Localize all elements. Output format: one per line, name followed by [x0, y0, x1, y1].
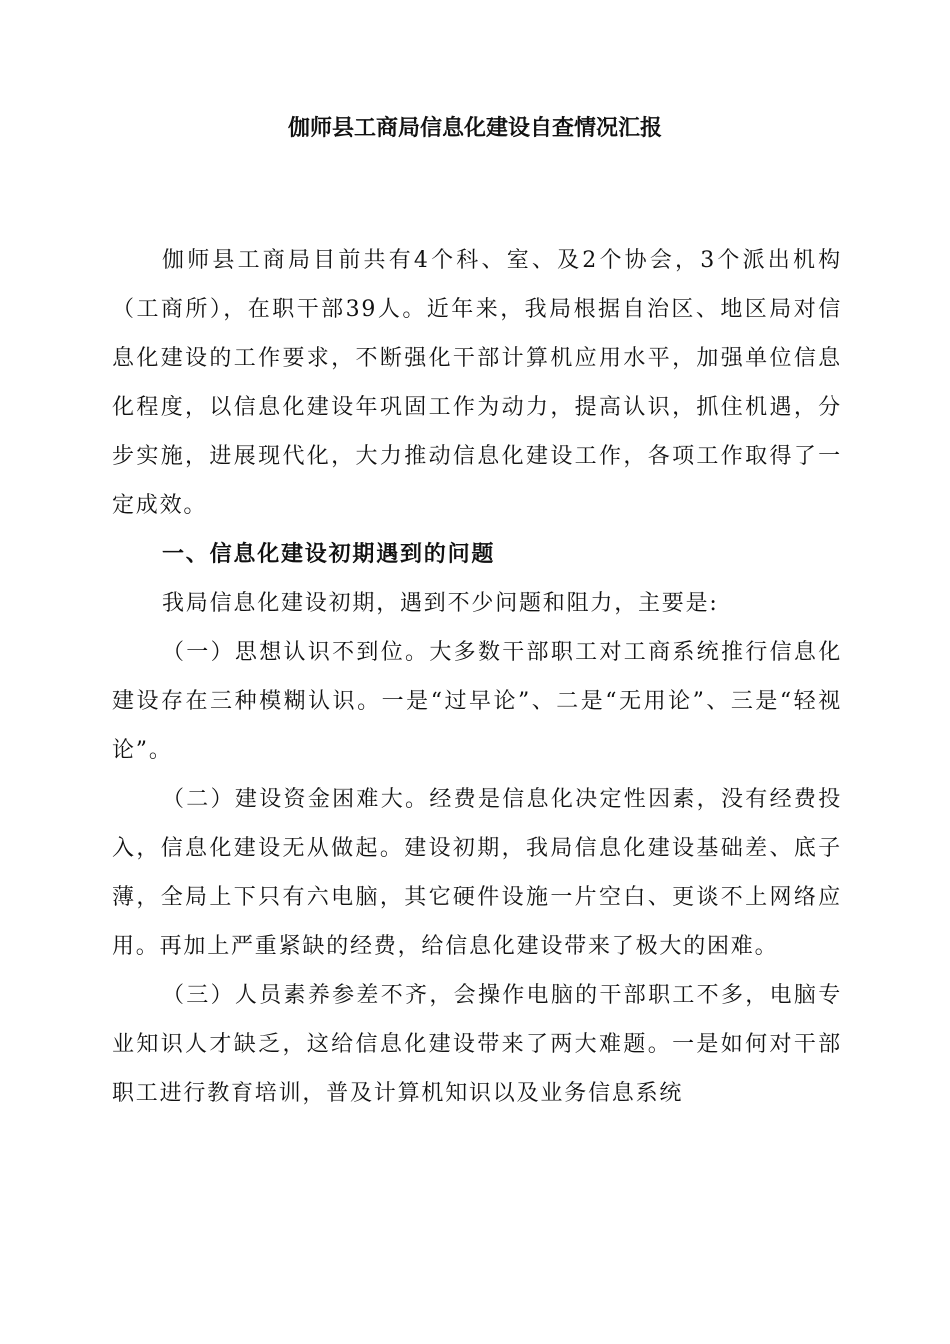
intro-paragraph: 伽师县工商局目前共有4个科、室、及2个协会，3个派出机构（工商所），在职干部39人。近年来，我局根据自治区、地区局对信息化建设的工作要求，不断强化干部计算机应用水平，加强单位信息化程度，以信息化建设年巩固工作为动力，提高认识，抓住机遇，分步实施，进展现代化，大力推动信息化建设工作，各项工作取得了一定成效。: [112, 248, 842, 518]
section-1-lead-paragraph: 我局信息化建设初期，遇到不少问题和阻力，主要是:: [162, 591, 719, 616]
document-body: [112, 236, 842, 1118]
problem-3-paragraph: （三）人员素养参差不齐，会操作电脑的干部职工不多，电脑专业知识人才缺乏，这给信息化建设带来了两大难题。一是如何对干部职工进行教育培训，普及计算机知识以及业务信息系统: [112, 983, 842, 1106]
problem-1-paragraph: （一）思想认识不到位。大多数干部职工对工商系统推行信息化建设存在三种模糊认识。一是“过早论”、二是“无用论”、三是“轻视论”。: [112, 640, 842, 763]
problem-2-paragraph: （二）建设资金困难大。经费是信息化决定性因素，没有经费投入，信息化建设无从做起。建设初期，我局信息化建设基础差、底子薄，全局上下只有六电脑，其它硬件设施一片空白、更谈不上网络应用。再加上严重紧缺的经费，给信息化建设带来了极大的困难。: [112, 787, 842, 959]
document-title: 伽师县工商局信息化建设自查情况汇报: [287, 115, 662, 141]
section-heading-1: 一、信息化建设初期遇到的问题: [162, 541, 496, 567]
